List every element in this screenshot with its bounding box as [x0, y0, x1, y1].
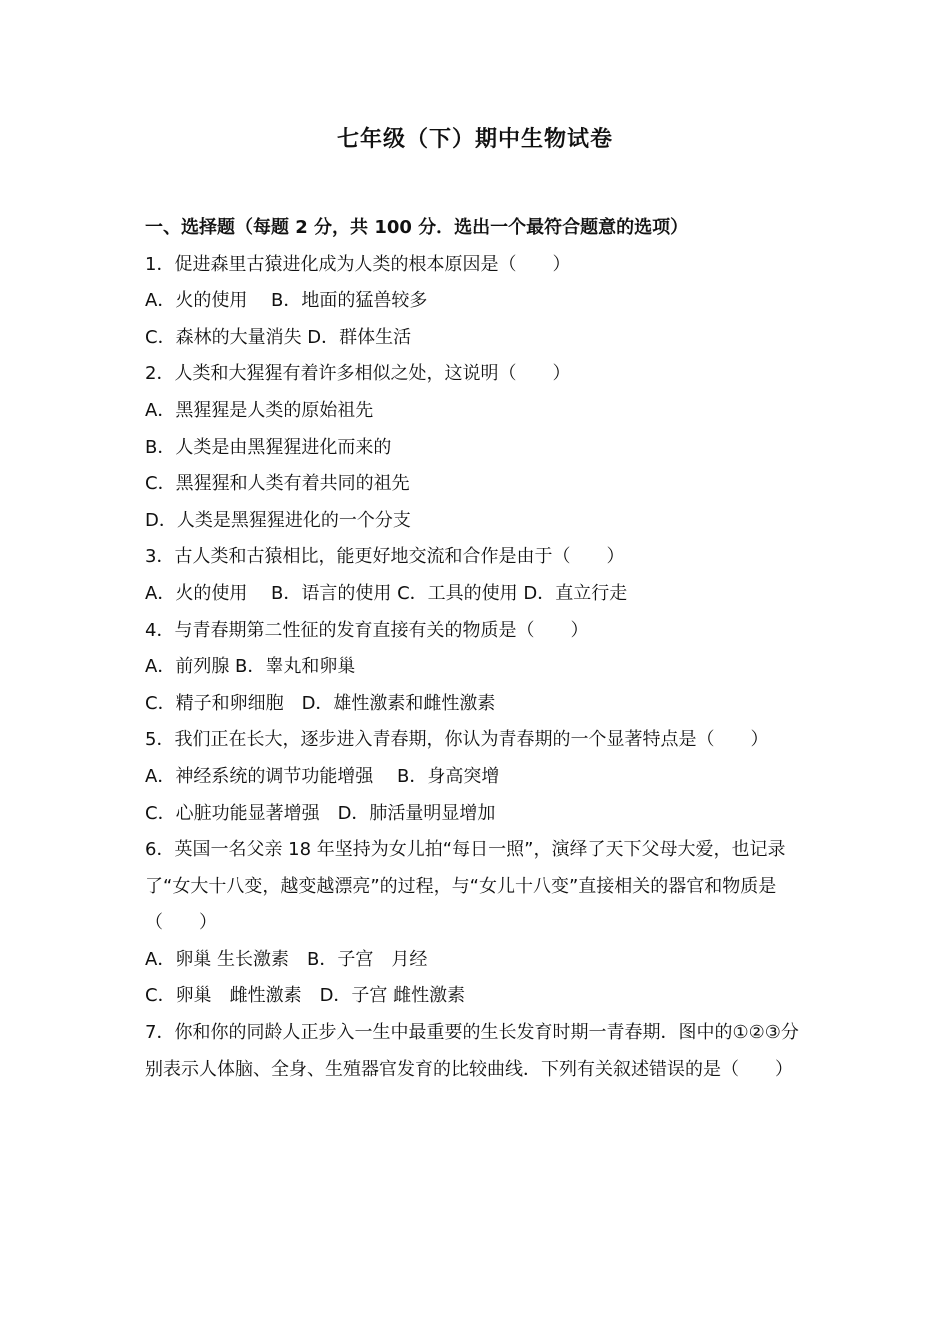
exam-content [145, 210, 815, 1088]
question-1 [145, 247, 815, 357]
option-line: C．心脏功能显著增强 D．肺活量明显增加 [145, 802, 496, 824]
question-stem: 5．我们正在长大，逐步进入青春期，你认为青春期的一个显著特点是（ ） [145, 729, 769, 751]
option-line: B．人类是由黑猩猩进化而来的 [145, 436, 392, 458]
question-stem: 2．人类和大猩猩有着许多相似之处，这说明（ ） [145, 363, 571, 385]
question-stem: 1．促进森里古猿进化成为人类的根本原因是（ ） [145, 253, 571, 275]
question-stem: 4．与青春期第二性征的发育直接有关的物质是（ ） [145, 619, 589, 641]
question-3 [145, 539, 815, 612]
question-stem: 7．你和你的同龄人正步入一生中最重要的生长发育时期一青春期．图中的①②③分别表示人体脑、全身、生殖器官发育的比较曲线．下列有关叙述错误的是（ ） [145, 1022, 799, 1080]
option-line: C．黑猩猩和人类有着共同的祖先 [145, 473, 410, 495]
option-line: C．森林的大量消失 D．群体生活 [145, 326, 412, 348]
question-stem: 3．古人类和古猿相比，能更好地交流和合作是由于（ ） [145, 546, 625, 568]
option-line: A．火的使用 B．语言的使用 C．工具的使用 D．直立行走 [145, 582, 628, 604]
question-7 [145, 1015, 815, 1088]
option-line: C．卵巢 雌性激素 D．子宫 雌性激素 [145, 985, 466, 1007]
question-5 [145, 722, 815, 832]
option-line: A．前列腺 B．睾丸和卵巢 [145, 656, 356, 678]
option-line: A．卵巢 生长激素 B．子宫 月经 [145, 948, 428, 970]
question-4 [145, 613, 815, 723]
option-line: A．火的使用 B．地面的猛兽较多 [145, 290, 428, 312]
option-line: A．黑猩猩是人类的原始祖先 [145, 399, 374, 421]
question-6 [145, 832, 815, 1015]
option-line: A．神经系统的调节功能增强 B．身高突增 [145, 765, 500, 787]
option-line: D．人类是黑猩猩进化的一个分支 [145, 509, 411, 531]
section-heading: 一、选择题（每题 2 分，共 100 分．选出一个最符合题意的选项） [145, 217, 689, 238]
question-stem: 6．英国一名父亲 18 年坚持为女儿拍“每日一照”，演绎了天下父母大爱，也记录了“女大十八变，越变越漂亮”的过程，与“女儿十八变”直接相关的器官和物质是（ ） [145, 839, 786, 934]
option-line: C．精子和卵细胞 D．雄性激素和雌性激素 [145, 692, 496, 714]
page-title: 七年级（下）期中生物试卷 [336, 127, 613, 152]
question-2 [145, 356, 815, 539]
